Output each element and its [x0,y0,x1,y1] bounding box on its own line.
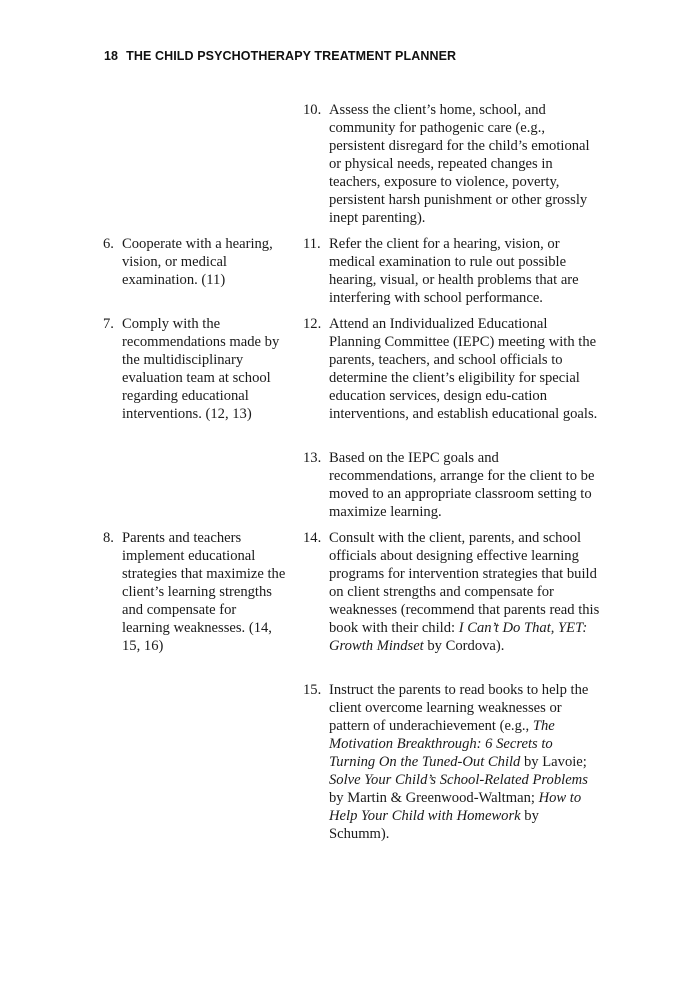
objective-text: Parents and teachers implement educational strategies that maximize the client’s learning strengths and compensate for learning weaknesses. (14, 15, 16) [122,530,286,654]
objective-text: Comply with the recommendations made by the multidisciplinary evaluation team at school regarding educational interventions. (12, 13) [122,316,280,422]
book-title-italic: How to Help Your Child with Homework [329,790,582,824]
objective-number: 6. [103,236,114,252]
intervention-number: 10. [303,102,322,118]
intervention-text: Instruct the parents to read books to help the client overcome learning weaknesses or pattern of underachievement (e.g., The Motivation Breakthrough: 6 Secrets to Turning On the Tuned-Out Child by Lavoie; Solve Your Child’s School-Related Problems by Martin & Greenwood-Waltman; How to Help Your Child with Homework by Schumm). [329,682,589,842]
page-number: 18 [104,49,119,63]
intervention-text: Refer the client for a hearing, vision, or medical examination to rule out possible hearing, visual, or health problems that are interfering with school performance. [329,236,579,306]
objective-text: Cooperate with a hearing, vision, or medical examination. (11) [122,236,273,288]
intervention-number: 14. [303,530,322,546]
book-title-italic: The Motivation Breakthrough: 6 Secrets to Turning On the Tuned-Out Child [329,718,555,770]
intervention-text: Consult with the client, parents, and school officials about designing effective learning programs for intervention strategies that build on client strengths and compensate for weaknesses (recommend that parents read this book with their child: I Can’t Do That, YET: Growth Mindset by Cordova). [329,530,600,654]
book-title: THE CHILD PSYCHOTHERAPY TREATMENT PLANNER [126,49,457,63]
intervention-text: Based on the IEPC goals and recommendations, arrange for the client to be moved to an appropriate classroom setting to maximize learning. [329,450,595,520]
intervention-text: Attend an Individualized Educational Planning Committee (IEPC) meeting with the parents, teachers, and school officials to determine the client’s eligibility for special education services, design edu-cation interventions, and establish educational goals. [329,316,598,422]
running-header [104,49,456,63]
book-title-italic: I Can’t Do That, YET: Growth Mindset [329,620,588,654]
intervention-text: Assess the client’s home, school, and community for pathogenic care (e.g., persistent disregard for the child’s emotional or physical needs, repeated changes in teachers, exposure to violence, poverty, persistent harsh punishment or other grossly inept parenting). [329,102,590,226]
intervention-number: 13. [303,450,322,466]
intervention-number: 11. [303,236,321,252]
intervention-number: 15. [303,682,322,698]
intervention-number: 12. [303,316,322,332]
objective-number: 8. [103,530,114,546]
objective-number: 7. [103,316,114,332]
book-title-italic: Solve Your Child’s School-Related Problems [329,772,588,788]
